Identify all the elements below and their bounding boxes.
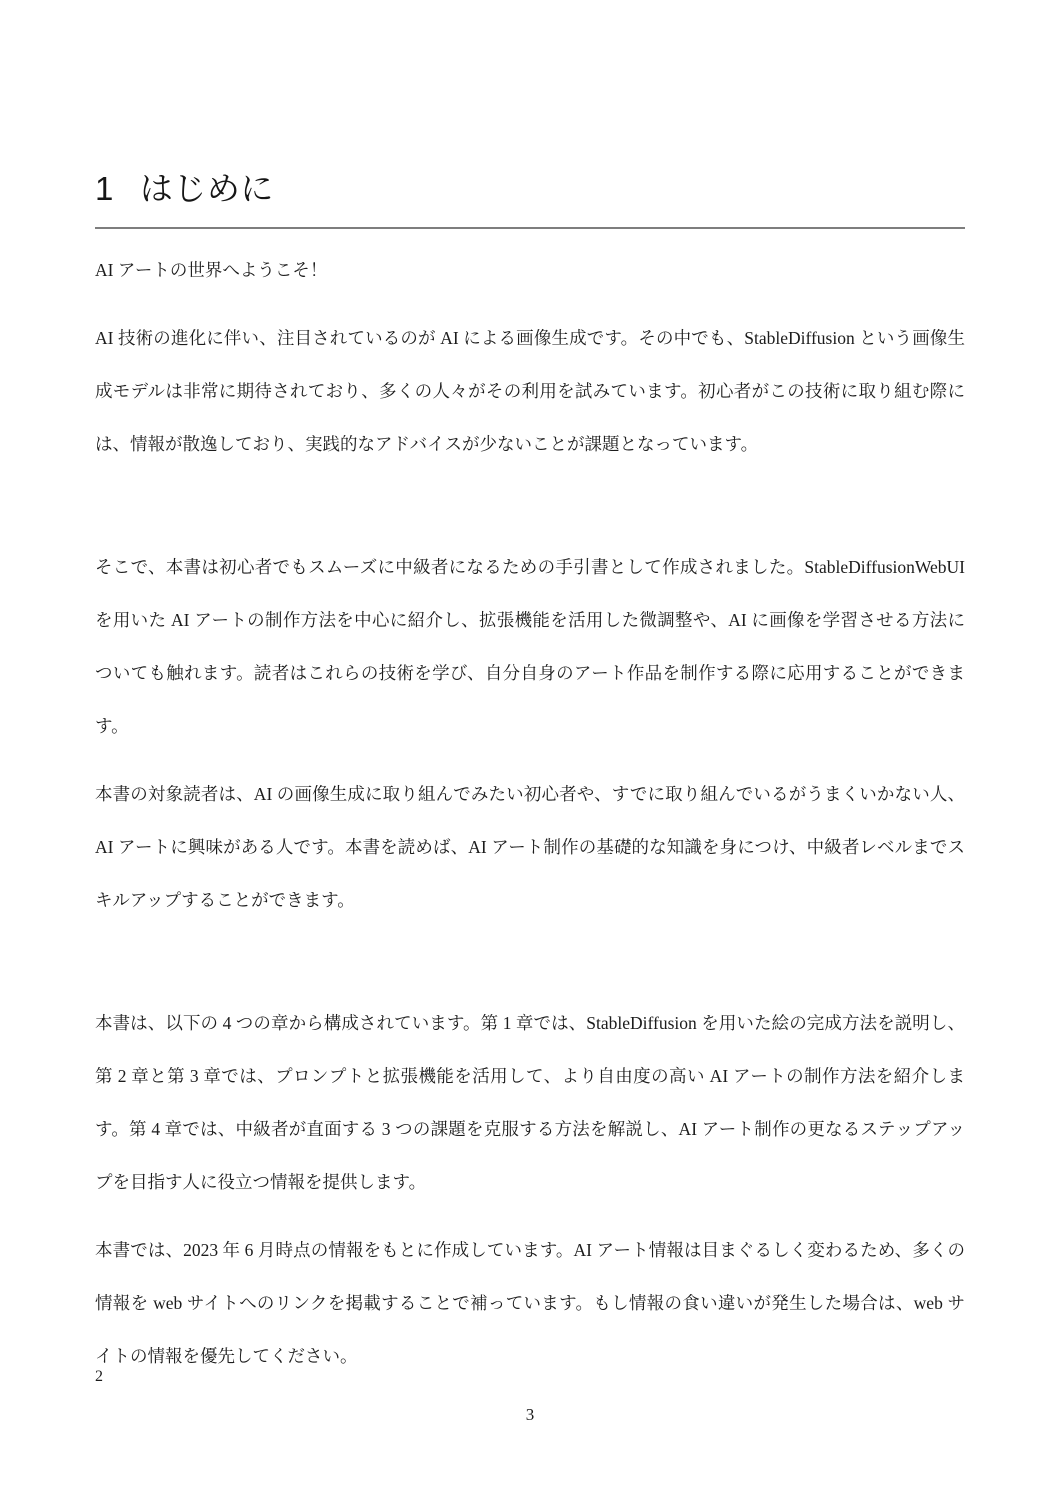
heading-divider [95, 227, 965, 229]
paragraph-purpose: そこで、本書は初心者でもスムーズに中級者になるための手引書として作成されました。StableDiffusionWebUI を用いた AI アートの制作方法を中心に紹介し、拡張機能を活用した微調整や、AI に画像を学習させる方法についても触れます。読者はこれらの技術を学び、自分自身のアート作品を制作する際に応用することができます。 [95, 557, 965, 736]
section-heading [95, 163, 965, 210]
footnote-number: 2 [95, 1368, 103, 1385]
body-text [95, 244, 965, 1383]
page-number: 3 [525, 1405, 535, 1424]
paragraph-ai-progress: AI 技術の進化に伴い、注目されているのが AI による画像生成です。その中でも、StableDiffusion という画像生成モデルは非常に期待されており、多くの人々がその利用を試みています。初心者がこの技術に取り組む際には、情報が散逸しており、実践的なアドバイスが少ないことが課題となっています。 [95, 328, 965, 454]
paragraph-disclaimer: 本書では、2023 年 6 月時点の情報をもとに作成しています。AI アート情報は目まぐるしく変わるため、多くの情報を web サイトへのリンクを掲載することで補っています。もし情報の食い違いが発生した場合は、web サイトの情報を優先してください。 [95, 1240, 965, 1366]
section-title: はじめに [139, 170, 274, 207]
paragraph-audience: 本書の対象読者は、AI の画像生成に取り組んでみたい初心者や、すでに取り組んでいるがうまくいかない人、AI アートに興味がある人です。本書を読めば、AI アート制作の基礎的な知識を身につけ、中級者レベルまでスキルアップすることができます。 [95, 784, 965, 910]
paragraph-structure: 本書は、以下の 4 つの章から構成されています。第 1 章では、StableDiffusion を用いた絵の完成方法を説明し、第 2 章と第 3 章では、プロンプトと拡張機能を活用して、より自由度の高い AI アートの制作方法を紹介します。第 4 章では、中級者が直面する 3 つの課題を克服する方法を解説し、AI アート制作の更なるステップアップを目指す人に役立つ情報を提供します。 [95, 1013, 965, 1192]
section-number: 1 [95, 170, 114, 207]
paragraph-welcome: AI アートの世界へようこそ！ [95, 260, 328, 280]
